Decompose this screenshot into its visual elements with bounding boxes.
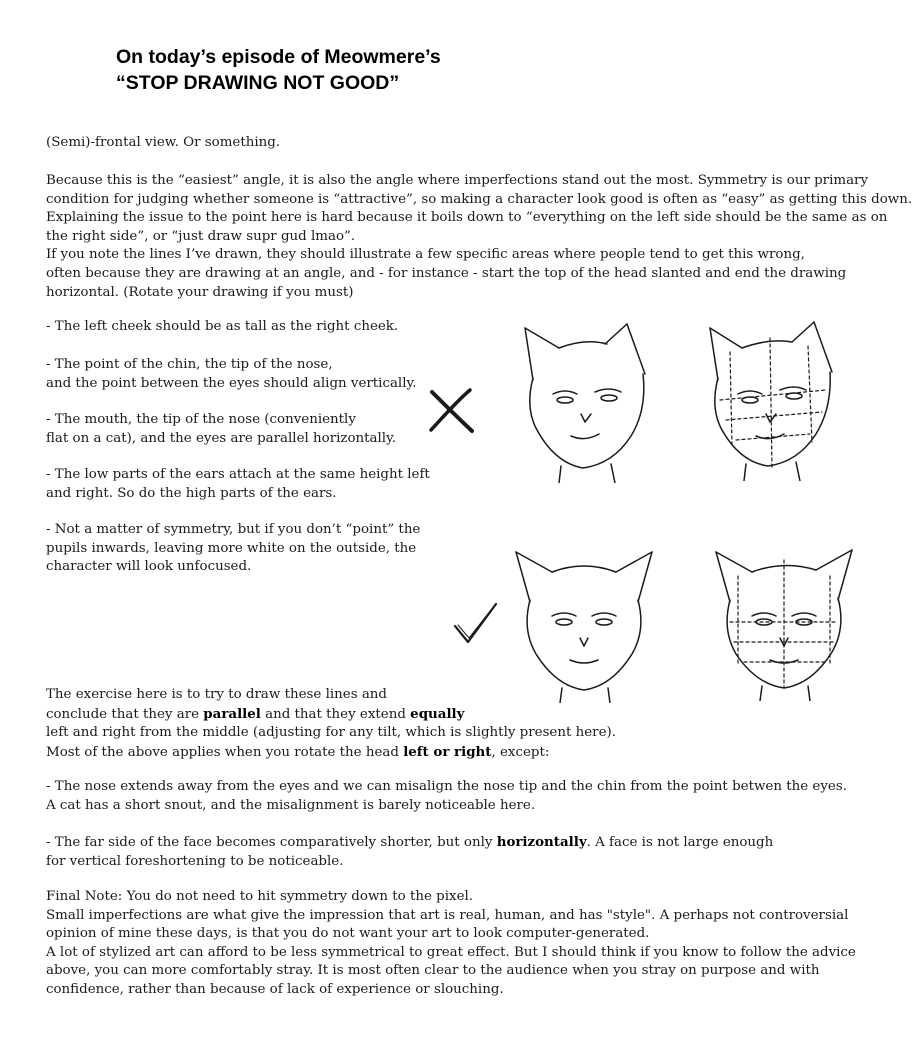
exception-line: - The nose extends away from the eyes and we can misalign the nose tip and the chin from the point betwen the eyes. bbox=[46, 779, 847, 794]
exercise-line bbox=[46, 705, 616, 725]
emphasis-left-or-right: left or right bbox=[403, 743, 492, 760]
page-title bbox=[116, 44, 441, 96]
check-mark-icon bbox=[452, 600, 500, 648]
cross-mark-icon bbox=[426, 386, 478, 436]
rule-line: and right. So do the high parts of the ears. bbox=[46, 485, 337, 501]
intro-line: the right side”, or “just draw supr gud lmao”. bbox=[46, 228, 356, 244]
cat-head-wrong-sketch bbox=[515, 318, 660, 483]
intro-line: often because they are drawing at an angle, and - for instance - start the top of the head slanted and end the drawing bbox=[46, 265, 847, 281]
final-note-line: A lot of stylized art can afford to be less symmetrical to great effect. But I should think if you know to follow the advice bbox=[46, 944, 856, 960]
text-run: conclude that they are bbox=[46, 706, 204, 722]
text-run: , except: bbox=[491, 744, 550, 760]
intro-paragraph bbox=[46, 172, 912, 302]
exception-far-side bbox=[46, 833, 773, 871]
rule-line: - Not a matter of symmetry, but if you don’t “point” the bbox=[46, 522, 421, 537]
intro-line: condition for judging whether someone is “attractive”, so making a character look good is often as “easy” as getting this down. bbox=[46, 191, 913, 207]
text-run: . A face is not large enough bbox=[586, 835, 774, 850]
rule-cheek bbox=[46, 318, 398, 337]
final-note bbox=[46, 888, 856, 1000]
exception-line: A cat has a short snout, and the misalignment is barely noticeable here. bbox=[46, 797, 536, 813]
text-run: Most of the above applies when you rotate the head bbox=[46, 744, 404, 760]
emphasis-parallel: parallel bbox=[203, 705, 261, 722]
exercise-line: left and right from the middle (adjusting for any tilt, which is slightly present here). bbox=[46, 725, 616, 741]
rule-horizontal-parallel bbox=[46, 411, 396, 448]
final-note-line: Small imperfections are what give the impression that art is real, human, and has "style". A perhaps not controversial bbox=[46, 907, 849, 923]
cat-head-wrong-guides-sketch bbox=[700, 316, 845, 481]
text-run: - The far side of the face becomes comparatively shorter, but only bbox=[46, 835, 497, 850]
rule-line: pupils inwards, leaving more white on the outside, the bbox=[46, 540, 417, 556]
final-note-line: above, you can more comfortably stray. It is most often clear to the audience when you stray on purpose and with bbox=[46, 963, 820, 979]
exception-nose bbox=[46, 778, 847, 815]
rule-line: - The low parts of the ears attach at the same height left bbox=[46, 467, 430, 482]
rule-pupils bbox=[46, 521, 420, 577]
emphasis-equally: equally bbox=[410, 705, 465, 722]
text-run: and that they extend bbox=[260, 706, 411, 722]
exercise-paragraph bbox=[46, 686, 616, 762]
intro-line: Because this is the “easiest” angle, it is also the angle where imperfections stand out the most. Symmetry is our primary bbox=[46, 173, 869, 188]
final-note-line: Final Note: You do not need to hit symmetry down to the pixel. bbox=[46, 889, 474, 904]
exercise-line bbox=[46, 743, 616, 763]
rule-line: - The left cheek should be as tall as the right cheek. bbox=[46, 319, 399, 334]
rule-line: - The point of the chin, the tip of the nose, bbox=[46, 357, 333, 372]
exception-line: for vertical foreshortening to be noticeable. bbox=[46, 853, 344, 869]
intro-line: If you note the lines I’ve drawn, they should illustrate a few specific areas where people tend to get this wrong, bbox=[46, 247, 805, 263]
cat-head-right-sketch bbox=[510, 538, 660, 703]
title-line-1: On today’s episode of Meowmere’s bbox=[116, 46, 441, 68]
final-note-line: confidence, rather than because of lack of experience or slouching. bbox=[46, 981, 504, 997]
cat-head-right-guides-sketch bbox=[710, 536, 860, 701]
rule-ear-height bbox=[46, 466, 430, 503]
rule-line: character will look unfocused. bbox=[46, 559, 252, 575]
intro-line: Explaining the issue to the point here is hard because it boils down to “everything on the left side should be the same as on bbox=[46, 210, 888, 226]
intro-line: horizontal. (Rotate your drawing if you must) bbox=[46, 284, 354, 300]
final-note-line: opinion of mine these days, is that you do not want your art to look computer-generated. bbox=[46, 926, 650, 942]
exercise-line: The exercise here is to try to draw these lines and bbox=[46, 687, 387, 702]
emphasis-horizontally: horizontally bbox=[496, 834, 587, 850]
rule-vertical-align bbox=[46, 356, 417, 393]
title-line-2: “STOP DRAWING NOT GOOD” bbox=[116, 72, 400, 94]
rule-line: - The mouth, the tip of the nose (conveniently bbox=[46, 412, 356, 427]
rule-line: flat on a cat), and the eyes are parallel horizontally. bbox=[46, 430, 397, 446]
exception-line bbox=[46, 833, 773, 853]
rule-line: and the point between the eyes should align vertically. bbox=[46, 375, 417, 391]
intro-subtitle: (Semi)-frontal view. Or something. bbox=[46, 135, 281, 150]
